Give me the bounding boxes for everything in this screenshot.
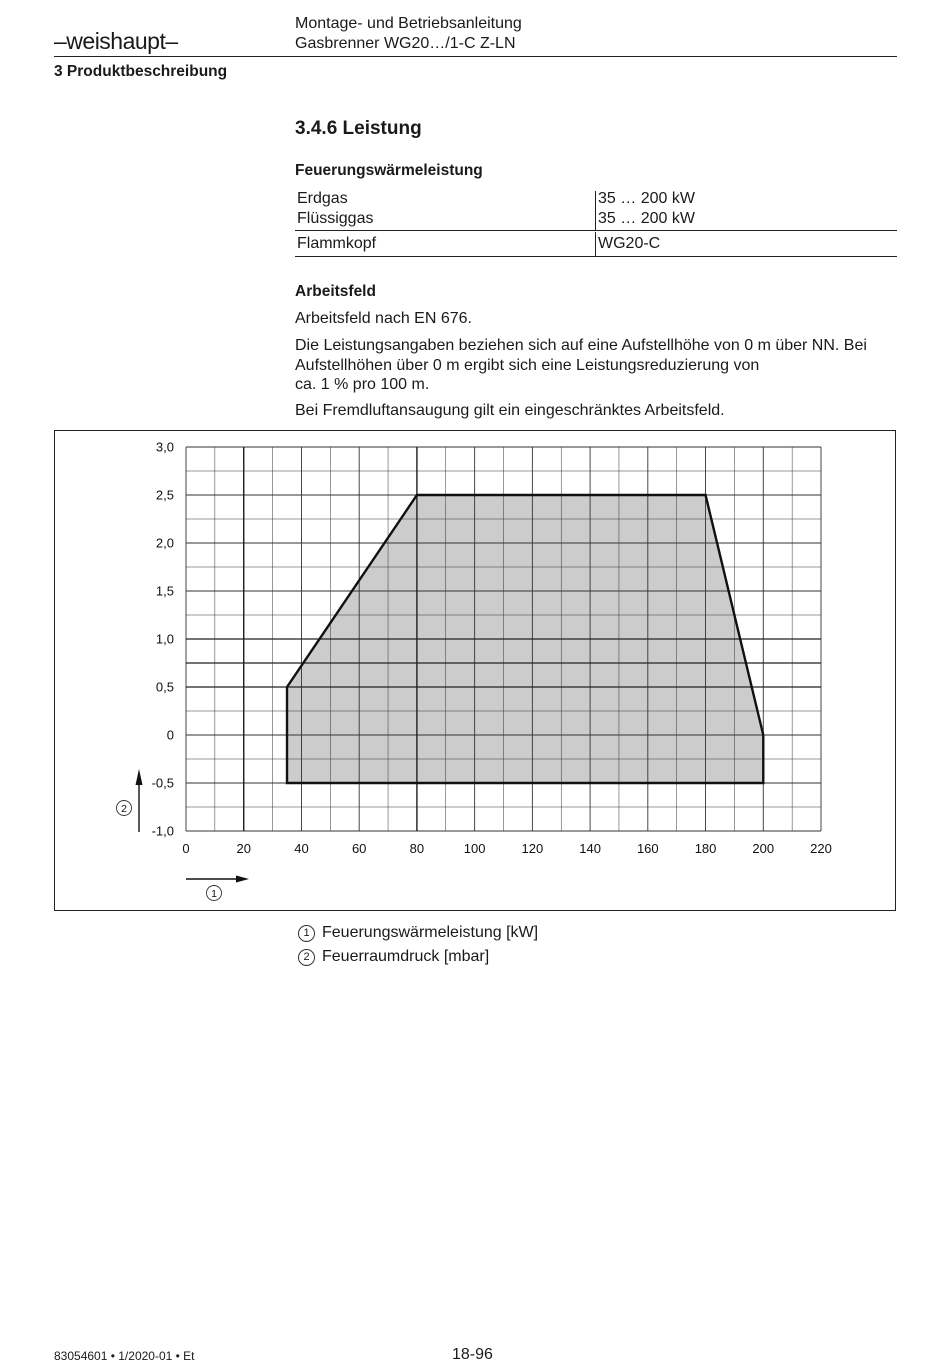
table-rule xyxy=(295,256,897,257)
table-value: 35 … 200 kW xyxy=(598,210,695,227)
table-row xyxy=(295,235,897,255)
y-tick-label: 0,5 xyxy=(155,679,174,695)
x-axis-arrowhead xyxy=(236,876,249,883)
x-tick-label: 0 xyxy=(182,841,190,856)
legend-marker: 1 xyxy=(298,925,315,942)
table-value: WG20-C xyxy=(598,235,661,252)
doc-title-line2: Gasbrenner WG20…/1-C Z-LN xyxy=(295,35,516,52)
x-tick-label: 200 xyxy=(752,841,775,856)
y-tick-label: 3,0 xyxy=(155,439,174,455)
paragraph-line: Die Leistungsangaben beziehen sich auf eine Aufstellhöhe von 0 m über NN. Bei xyxy=(295,337,867,354)
workfield-chart xyxy=(55,431,895,910)
table-divider xyxy=(595,232,596,257)
paragraph: Arbeitsfeld nach EN 676. xyxy=(295,310,472,327)
y-axis-arrowhead xyxy=(136,769,143,785)
y-tick-label: 1,0 xyxy=(155,631,174,647)
sub-heading-output: Feuerungswärmeleistung xyxy=(295,162,483,179)
x-tick-label: 140 xyxy=(579,841,601,856)
table-rule xyxy=(295,230,897,231)
table-label: Erdgas xyxy=(297,190,348,207)
y-tick-label: 2,5 xyxy=(155,487,174,503)
sub-heading-workfield: Arbeitsfeld xyxy=(295,283,376,300)
table-row xyxy=(295,190,897,210)
legend-item xyxy=(298,924,538,942)
section-title: 3.4.6 Leistung xyxy=(295,118,422,139)
output-table xyxy=(295,190,897,255)
chart-frame xyxy=(54,430,896,911)
y-tick-label: -0,5 xyxy=(151,775,174,791)
legend-label: Feuerraumdruck [mbar] xyxy=(322,948,490,965)
legend-item xyxy=(298,948,489,966)
x-axis-marker-label: 1 xyxy=(211,888,217,900)
doc-number: 83054601 • 1/2020-01 • Et xyxy=(54,1349,195,1363)
y-axis-marker-label: 2 xyxy=(121,803,127,815)
table-label: Flammkopf xyxy=(297,235,377,252)
legend-marker: 2 xyxy=(298,949,315,966)
table-label: Flüssiggas xyxy=(297,210,374,227)
document-header xyxy=(295,14,522,54)
table-divider xyxy=(595,191,596,230)
y-tick-label: 0 xyxy=(166,727,174,743)
header-rule xyxy=(54,56,897,57)
x-tick-label: 40 xyxy=(294,841,309,856)
paragraph: Bei Fremdluftansaugung gilt ein eingeschränktes Arbeitsfeld. xyxy=(295,402,725,419)
chapter-title: 3 Produktbeschreibung xyxy=(54,63,228,80)
x-tick-label: 20 xyxy=(236,841,251,856)
x-tick-label: 80 xyxy=(409,841,425,856)
paragraph-line: ca. 1 % pro 100 m. xyxy=(295,376,430,393)
table-value: 35 … 200 kW xyxy=(598,190,695,207)
x-tick-label: 160 xyxy=(636,841,659,856)
x-tick-label: 60 xyxy=(351,841,367,856)
y-tick-label: 2,0 xyxy=(155,535,174,551)
paragraph-line: Aufstellhöhen über 0 m ergibt sich eine Leistungsreduzierung von xyxy=(295,356,760,374)
page-number: 18-96 xyxy=(452,1346,493,1363)
x-tick-label: 220 xyxy=(810,841,832,856)
x-tick-label: 120 xyxy=(521,841,544,856)
doc-title-line1: Montage- und Betriebsanleitung xyxy=(295,15,522,32)
paragraph xyxy=(295,336,895,395)
weishaupt-logo: –weishaupt– xyxy=(54,28,178,54)
y-tick-label: -1,0 xyxy=(151,823,174,839)
legend-label: Feuerungswärmeleistung [kW] xyxy=(322,924,539,941)
x-tick-label: 180 xyxy=(694,841,717,856)
x-tick-label: 100 xyxy=(463,841,486,856)
table-row xyxy=(295,210,897,230)
y-tick-label: 1,5 xyxy=(155,583,174,599)
